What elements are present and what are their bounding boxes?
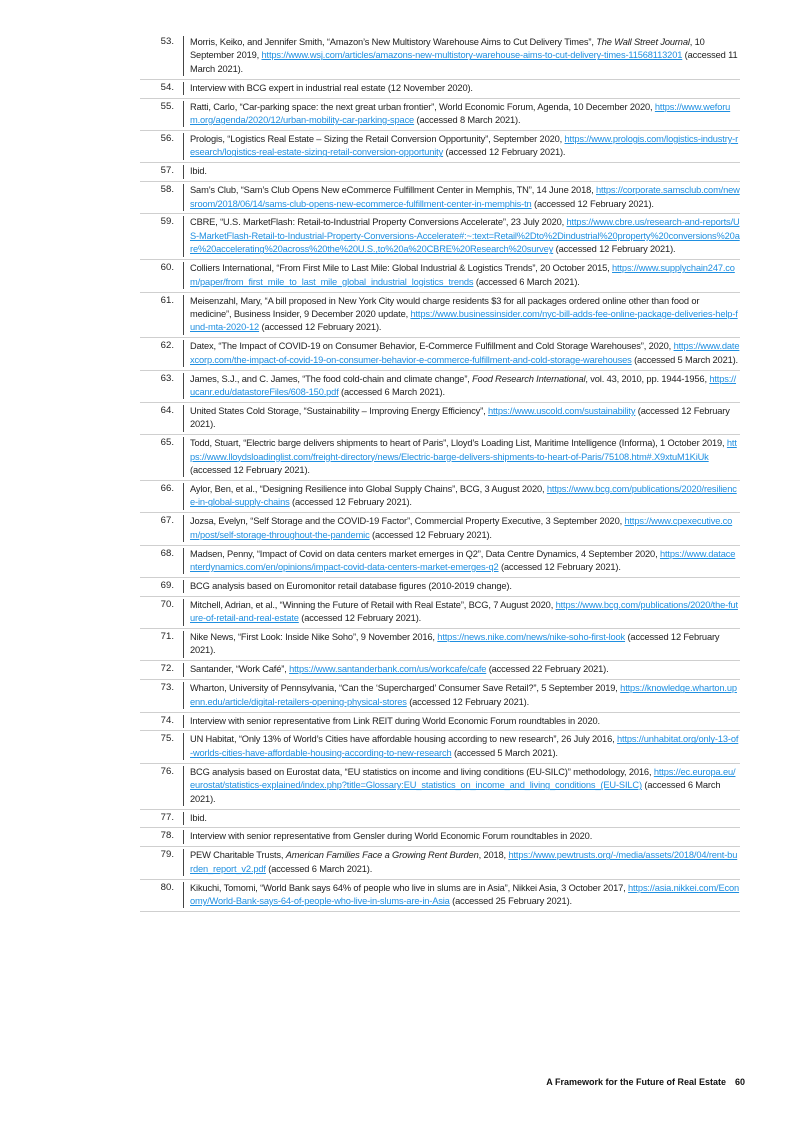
reference-link[interactable]: https://www.weforum.org/agenda/2020/12/urban-mobility-car-parking-space bbox=[190, 101, 731, 126]
reference-item bbox=[140, 578, 740, 597]
reference-number: 59. bbox=[160, 216, 174, 228]
reference-text bbox=[183, 405, 740, 432]
reference-text-segment: Meisenzahl, Mary, “A bill proposed in New York City would charge residents $3 for all packages ordered online other than food or medicine”, Business Insider, 9 December 2020 update, bbox=[190, 295, 700, 319]
reference-item bbox=[140, 131, 740, 163]
reference-text bbox=[183, 580, 740, 593]
reference-text bbox=[183, 682, 740, 709]
reference-text-segment: (accessed 12 February 2021). bbox=[531, 198, 654, 209]
reference-number: 62. bbox=[160, 340, 174, 352]
reference-text bbox=[183, 631, 740, 658]
reference-number: 71. bbox=[160, 631, 174, 643]
reference-number: 64. bbox=[160, 404, 174, 416]
reference-text-segment: , 2018, bbox=[478, 850, 509, 861]
reference-link[interactable]: https://www.wsj.com/articles/amazons-new-multistory-warehouse-aims-to-cut-delivery-times-11568113201 bbox=[261, 50, 683, 61]
reference-number: 75. bbox=[160, 733, 174, 745]
reference-link[interactable]: https://www.bcg.com/publications/2020/resilience-in-global-supply-chains bbox=[190, 483, 737, 508]
reference-text-segment: (accessed 12 February 2021). bbox=[498, 561, 621, 572]
reference-publication-title: American Families Face a Growing Rent Burden bbox=[285, 850, 479, 861]
reference-text bbox=[183, 262, 740, 289]
reference-text bbox=[183, 36, 740, 76]
reference-text bbox=[183, 101, 740, 128]
reference-number: 74. bbox=[160, 714, 174, 726]
reference-link[interactable]: https://www.datexcorp.com/the-impact-of-covid-19-on-consumer-behavior-e-commerce-fulfillment-and-cold-storage-warehouses bbox=[190, 341, 740, 365]
reference-text-segment: (accessed 12 February 2021). bbox=[190, 632, 720, 656]
reference-number: 68. bbox=[160, 547, 174, 559]
reference-text-segment: (accessed 12 February 2021). bbox=[369, 529, 492, 540]
reference-item bbox=[140, 546, 740, 578]
reference-text-segment: (accessed 6 March 2021). bbox=[473, 276, 580, 287]
reference-item bbox=[140, 661, 740, 680]
reference-text-segment: , vol. 43, 2010, pp. 1944-1956, bbox=[585, 373, 710, 384]
reference-text bbox=[183, 548, 740, 575]
reference-text bbox=[183, 437, 740, 477]
reference-text bbox=[183, 483, 740, 510]
reference-text-segment: Colliers International, “From First Mile to Last Mile: Global Industrial & Logistics Trends”, 20 October 2015, bbox=[190, 263, 613, 274]
reference-number: 55. bbox=[160, 100, 174, 112]
page-footer bbox=[546, 1077, 745, 1087]
reference-text-segment: Kikuchi, Tomomi, “World Bank says 64% of people who live in slums are in Asia”, Nikkei Asia, 3 October 2017, bbox=[190, 882, 629, 893]
reference-text-segment: (accessed 8 March 2021). bbox=[414, 115, 521, 126]
reference-text-segment: (accessed 12 February 2021). bbox=[289, 497, 412, 508]
reference-text bbox=[183, 733, 740, 760]
reference-text-segment: Interview with BCG expert in industrial real estate (12 November 2020). bbox=[190, 82, 473, 93]
reference-text-segment: Aylor, Ben, et al., “Designing Resilience into Global Supply Chains”, BCG, 3 August 2020, bbox=[190, 483, 547, 494]
reference-text bbox=[183, 830, 740, 843]
reference-text-segment: Sam’s Club, “Sam’s Club Opens New eCommerce Fulfillment Center in Memphis, TN”, 14 June 2018, bbox=[190, 185, 596, 196]
reference-number: 73. bbox=[160, 682, 174, 694]
reference-text-segment: Nike News, “First Look: Inside Nike Soho”, 9 November 2016, bbox=[190, 632, 438, 643]
reference-link[interactable]: https://www.santanderbank.com/us/workcafe/cafe bbox=[289, 664, 487, 675]
reference-text-segment: Santander, “Work Café”, bbox=[190, 664, 290, 675]
reference-text-segment: James, S.J., and C. James, “The food cold-chain and climate change”, bbox=[190, 373, 473, 384]
reference-text-segment: Todd, Stuart, “Electric barge delivers shipments to heart of Paris”, Lloyd’s Loading List, Maritime Intelligence (Informa), 1 October 2019, bbox=[190, 438, 727, 449]
reference-text bbox=[183, 133, 740, 160]
reference-text-segment: Ibid. bbox=[190, 812, 207, 823]
reference-text-segment: Jozsa, Evelyn, “Self Storage and the COVID-19 Factor”, Commercial Property Executive, 3 September 2020, bbox=[190, 516, 625, 527]
reference-text-segment: (accessed 12 February 2021). bbox=[553, 244, 676, 255]
reference-text-segment: (accessed 12 February 2021). bbox=[298, 613, 422, 624]
reference-text-segment: (accessed 6 March 2021). bbox=[190, 780, 721, 804]
reference-item bbox=[140, 99, 740, 131]
reference-text-segment: Ratti, Carlo, “Car-parking space: the next great urban frontier”, World Economic Forum, Agenda, 10 December 2020, bbox=[190, 101, 655, 112]
reference-text-segment: BCG analysis based on Euromonitor retail database figures (2010-2019 change). bbox=[190, 580, 512, 591]
reference-link[interactable]: https://unhabitat.org/only-13-of-worlds-cities-have-affordable-housing-according-to-new-research bbox=[190, 734, 739, 758]
reference-text bbox=[183, 165, 740, 178]
reference-text-segment: (accessed 25 February 2021). bbox=[449, 896, 572, 907]
reference-text bbox=[183, 882, 740, 909]
reference-number: 70. bbox=[160, 598, 174, 610]
reference-text-segment: CBRE, “U.S. MarketFlash: Retail-to-Industrial Property Conversions Accelerate”, 23 July 2020, bbox=[190, 217, 567, 228]
reference-item bbox=[140, 513, 740, 545]
reference-item bbox=[140, 880, 740, 912]
reference-number: 60. bbox=[160, 262, 174, 274]
reference-list bbox=[140, 34, 740, 912]
reference-text-segment: (accessed 12 February 2021). bbox=[406, 696, 530, 707]
reference-text-segment: (accessed 12 February 2021). bbox=[443, 147, 566, 158]
reference-text bbox=[183, 849, 740, 876]
reference-link[interactable]: https://www.uscold.com/sustainability bbox=[487, 405, 636, 416]
reference-number: 67. bbox=[160, 515, 174, 527]
reference-number: 76. bbox=[160, 765, 174, 777]
reference-text-segment: (accessed 12 February 2021). bbox=[190, 464, 310, 475]
reference-text-segment: Mitchell, Adrian, et al., “Winning the Future of Retail with Real Estate”, BCG, 7 August 2020, bbox=[190, 599, 556, 610]
reference-text-segment: Morris, Keiko, and Jennifer Smith, “Amazon’s New Multistory Warehouse Aims to Cut Delivery Times”, bbox=[190, 37, 597, 47]
reference-text-segment: Ibid. bbox=[190, 166, 207, 177]
reference-text-segment: (accessed 12 February 2021). bbox=[190, 405, 730, 430]
reference-text bbox=[183, 295, 740, 335]
reference-item bbox=[140, 338, 740, 370]
reference-text bbox=[183, 812, 740, 825]
reference-item bbox=[140, 764, 740, 810]
reference-text-segment: (accessed 22 February 2021). bbox=[486, 664, 609, 675]
reference-text-segment: Wharton, University of Pennsylvania, “Can the ‘Supercharged’ Consumer Save Retail?”, 5 September 2019, bbox=[190, 683, 621, 694]
reference-number: 65. bbox=[160, 437, 174, 449]
reference-item bbox=[140, 680, 740, 712]
reference-item bbox=[140, 80, 740, 99]
reference-text bbox=[183, 184, 740, 211]
reference-number: 79. bbox=[160, 849, 174, 861]
reference-number: 80. bbox=[160, 881, 174, 893]
reference-text-segment: (accessed 6 March 2021). bbox=[338, 386, 445, 397]
reference-text-segment: (accessed 6 March 2021). bbox=[265, 863, 373, 874]
reference-number: 66. bbox=[160, 482, 174, 494]
reference-text-segment: BCG analysis based on Eurostat data, “EU statistics on income and living conditions (EU-SILC)” methodology, 2016, bbox=[190, 766, 654, 777]
reference-text-segment: (accessed 5 March 2021). bbox=[631, 354, 738, 365]
reference-item bbox=[140, 810, 740, 829]
reference-text-segment: (accessed 5 March 2021). bbox=[451, 747, 558, 758]
reference-link[interactable]: https://ec.europa.eu/eurostat/statistics-explained/index.php?title=Glossary:EU_statistics_on_income_and_living_conditions_(EU-SILC) bbox=[190, 766, 736, 791]
reference-link[interactable]: https://asia.nikkei.com/Economy/World-Bank-says-64-of-people-who-live-in-slums-are-in-Asia bbox=[190, 882, 740, 907]
reference-text bbox=[183, 373, 740, 400]
reference-item bbox=[140, 435, 740, 481]
reference-text bbox=[183, 216, 740, 256]
reference-text-segment: UN Habitat, “Only 13% of World’s Cities have affordable housing according to new research”, 26 July 2016, bbox=[190, 734, 617, 745]
reference-link[interactable]: https://news.nike.com/news/nike-soho-first-look bbox=[437, 632, 626, 643]
reference-text bbox=[183, 515, 740, 542]
reference-link[interactable]: https://knowledge.wharton.upenn.edu/article/digital-retailers-opening-physical-stores bbox=[190, 683, 737, 707]
reference-number: 61. bbox=[160, 294, 174, 306]
reference-item bbox=[140, 481, 740, 513]
reference-item bbox=[140, 163, 740, 182]
reference-item bbox=[140, 713, 740, 732]
reference-item bbox=[140, 182, 740, 214]
reference-item bbox=[140, 34, 740, 80]
reference-number: 57. bbox=[160, 165, 174, 177]
reference-link[interactable]: https://www.cbre.us/research-and-reports/US-MarketFlash-Retail-to-Industrial-Property-Conversions-Accelerate#:~:text=Retail%2Dto%2Dindustrial%20property%20conversions%20are%20accelerating%20across%20the%20U.S.,to%20a%20CBRE%20Research%20survey bbox=[190, 217, 740, 255]
reference-number: 53. bbox=[160, 36, 174, 47]
reference-text bbox=[183, 663, 740, 676]
reference-item bbox=[140, 260, 740, 292]
reference-text-segment: (accessed 11 March 2021). bbox=[190, 50, 738, 74]
reference-text bbox=[183, 340, 740, 367]
reference-link[interactable]: https://www.prologis.com/logistics-industry-research/logistics-real-estate-sizing-retail-conversion-opportunity bbox=[190, 133, 739, 158]
reference-text-segment: Interview with senior representative from Link REIT during World Economic Forum roundtables in 2020. bbox=[190, 715, 600, 726]
reference-text-segment: Madsen, Penny, “Impact of Covid on data centers market emerges in Q2”, Data Centre Dynamics, 4 September 2020, bbox=[190, 548, 660, 559]
page-number: 60 bbox=[734, 1077, 745, 1087]
reference-text-segment: Prologis, “Logistics Real Estate – Sizing the Retail Conversion Opportunity”, September 2020, bbox=[190, 133, 565, 144]
reference-text bbox=[183, 766, 740, 806]
reference-number: 56. bbox=[160, 132, 174, 144]
reference-number: 54. bbox=[160, 81, 174, 93]
reference-text-segment: United States Cold Storage, “Sustainability – Improving Energy Efficiency”, bbox=[190, 405, 488, 416]
reference-publication-title: The Wall Street Journal bbox=[596, 37, 690, 47]
reference-item bbox=[140, 293, 740, 339]
reference-item bbox=[140, 403, 740, 435]
reference-number: 77. bbox=[160, 811, 174, 823]
reference-number: 58. bbox=[160, 184, 174, 196]
reference-item bbox=[140, 847, 740, 879]
reference-link[interactable]: https://www.pewtrusts.org/-/media/assets/2018/04/rent-burden_report_v2.pdf bbox=[190, 850, 738, 874]
reference-text-segment: (accessed 12 February 2021). bbox=[259, 322, 382, 333]
reference-link[interactable]: https://www.cpexecutive.com/post/self-storage-throughout-the-pandemic bbox=[190, 516, 733, 540]
reference-text bbox=[183, 82, 740, 95]
reference-text-segment: , 10 September 2019, bbox=[190, 37, 705, 61]
reference-link[interactable]: https://corporate.samsclub.com/newsroom/2018/06/14/sams-club-opens-new-ecommerce-fulfillment-center-in-memphis-tn bbox=[190, 185, 740, 209]
reference-link[interactable]: https://ucanr.edu/datastoreFiles/608-150.pdf bbox=[190, 373, 737, 397]
reference-item bbox=[140, 629, 740, 661]
reference-text bbox=[183, 599, 740, 626]
reference-link[interactable]: https://www.businessinsider.com/nyc-bill-adds-fee-online-package-deliveries-help-fund-mta-2020-12 bbox=[190, 308, 738, 333]
reference-number: 72. bbox=[160, 663, 174, 675]
reference-item bbox=[140, 371, 740, 403]
reference-item bbox=[140, 214, 740, 260]
reference-publication-title: Food Research International bbox=[472, 373, 586, 384]
reference-link[interactable]: https://www.bcg.com/publications/2020/the-future-of-retail-and-real-estate bbox=[190, 599, 738, 624]
footer-title: A Framework for the Future of Real Estate bbox=[546, 1077, 726, 1087]
reference-number: 78. bbox=[160, 830, 174, 842]
reference-item bbox=[140, 828, 740, 847]
reference-item bbox=[140, 731, 740, 763]
reference-text-segment: PEW Charitable Trusts, bbox=[190, 850, 286, 861]
reference-link[interactable]: https://www.supplychain247.com/paper/from_first_mile_to_last_mile_global_industrial_logistics_trends bbox=[190, 263, 735, 287]
reference-number: 63. bbox=[160, 372, 174, 384]
reference-item bbox=[140, 597, 740, 629]
reference-link[interactable]: https://www.datacenterdynamics.com/en/opinions/impact-covid-data-centers-market-emerges-q2 bbox=[190, 548, 736, 572]
reference-link[interactable]: https://www.lloydsloadinglist.com/freight-directory/news/Electric-barge-delivers-shipments-to-heart-of-Paris/75108.htm#.X9xtuM1KiUk bbox=[190, 438, 737, 462]
reference-number: 69. bbox=[160, 579, 174, 591]
reference-text-segment: Interview with senior representative from Gensler during World Economic Forum roundtables in 2020. bbox=[190, 831, 593, 842]
reference-text bbox=[183, 715, 740, 728]
reference-text-segment: Datex, “The Impact of COVID-19 on Consumer Behavior, E-Commerce Fulfillment and Cold Storage Warehouses”, 2020, bbox=[190, 341, 674, 352]
